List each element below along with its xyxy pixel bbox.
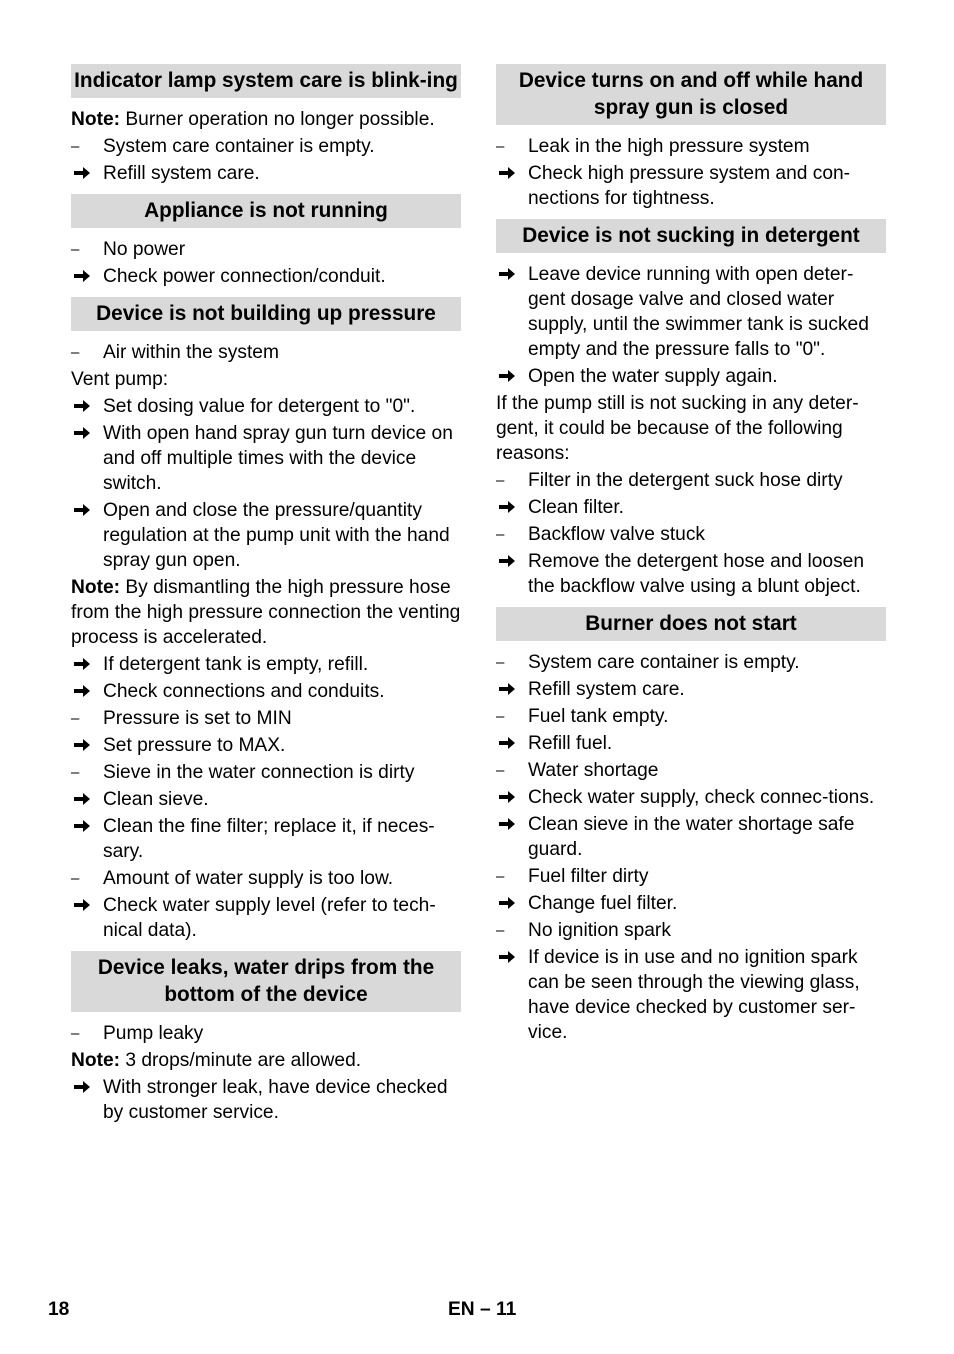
cause-item xyxy=(496,650,886,675)
remedy-item xyxy=(71,394,461,419)
remedy-text: Open and close the pressure/quantity regulation at the pump unit with the hand spray gun open. xyxy=(103,500,450,571)
remedy-text: Refill system care. xyxy=(528,679,685,700)
cause-text: No power xyxy=(103,239,186,260)
left-column xyxy=(71,64,461,1127)
note xyxy=(71,575,461,650)
cause-text: Amount of water supply is too low. xyxy=(103,868,394,889)
cause-text: System care container is empty. xyxy=(103,136,375,157)
dash-icon: – xyxy=(496,762,505,779)
cause-text: Backflow valve stuck xyxy=(528,524,706,545)
remedy-item xyxy=(71,1075,461,1125)
note-text: Burner operation no longer possible. xyxy=(120,109,435,130)
cause-text: Pump leaky xyxy=(103,1023,204,1044)
note-label: Note: xyxy=(71,109,121,130)
cause-text: Leak in the high pressure system xyxy=(528,136,810,157)
remedy-item xyxy=(496,785,886,810)
cause-text: Filter in the detergent suck hose dirty xyxy=(528,470,843,491)
remedy-text: Set pressure to MAX. xyxy=(103,735,286,756)
remedy-item xyxy=(71,733,461,758)
dash-icon: – xyxy=(496,472,505,489)
remedy-item xyxy=(496,161,886,211)
note-text: 3 drops/minute are allowed. xyxy=(120,1050,362,1071)
remedy-item xyxy=(496,891,886,916)
section-heading: Device is not building up pressure xyxy=(71,297,461,331)
remedy-item xyxy=(71,652,461,677)
remedy-text: Clean filter. xyxy=(528,497,624,518)
dash-icon: – xyxy=(71,710,80,727)
remedy-text: Check water supply, check connec-tions. xyxy=(528,787,875,808)
cause-item xyxy=(71,760,461,785)
remedy-item xyxy=(71,814,461,864)
remedy-item xyxy=(496,677,886,702)
remedy-item xyxy=(496,945,886,1045)
remedy-text: Set dosing value for detergent to "0". xyxy=(103,396,416,417)
section-appliance-not-running xyxy=(71,194,461,289)
note-label: Note: xyxy=(71,577,121,598)
remedy-item xyxy=(71,787,461,812)
remedy-text: If device is in use and no ignition spark can be seen through the viewing glass, have device checked by customer ser-vice. xyxy=(528,947,860,1043)
remedy-item xyxy=(71,679,461,704)
remedy-item xyxy=(71,161,461,186)
cause-text: Water shortage xyxy=(528,760,659,781)
cause-item xyxy=(71,237,461,262)
section-heading: Burner does not start xyxy=(496,607,886,641)
remedy-item xyxy=(71,421,461,496)
remedy-text: Refill fuel. xyxy=(528,733,613,754)
note xyxy=(71,107,461,132)
dash-icon: – xyxy=(71,241,80,258)
cause-text: Fuel tank empty. xyxy=(528,706,669,727)
cause-text: System care container is empty. xyxy=(528,652,800,673)
dash-icon: – xyxy=(71,138,80,155)
remedy-text: Check water supply level (refer to tech-nical data). xyxy=(103,895,436,941)
cause-item xyxy=(496,134,886,159)
section-burner-not-start xyxy=(496,607,886,1045)
remedy-text: Check high pressure system and con-nections for tightness. xyxy=(528,163,851,209)
cause-item xyxy=(71,340,461,365)
cause-item xyxy=(496,468,886,493)
cause-text: No ignition spark xyxy=(528,920,671,941)
remedy-item xyxy=(496,812,886,862)
dash-icon: – xyxy=(496,526,505,543)
paragraph: Vent pump: xyxy=(71,369,169,390)
cause-item xyxy=(71,1021,461,1046)
remedy-text: Change fuel filter. xyxy=(528,893,678,914)
remedy-text: With stronger leak, have device checked by customer service. xyxy=(103,1077,448,1123)
section-heading: Device leaks, water drips from the bottom of the device xyxy=(71,951,461,1012)
remedy-text: Open the water supply again. xyxy=(528,366,778,387)
language-page-label: EN – 11 xyxy=(448,1299,517,1320)
remedy-item xyxy=(71,264,461,289)
cause-text: Air within the system xyxy=(103,342,279,363)
remedy-text: With open hand spray gun turn device on and off multiple times with the device switch. xyxy=(103,423,453,494)
remedy-text: Check connections and conduits. xyxy=(103,681,385,702)
note-label: Note: xyxy=(71,1050,121,1071)
section-heading: Appliance is not running xyxy=(71,194,461,228)
remedy-item xyxy=(496,495,886,520)
cause-item xyxy=(71,866,461,891)
remedy-text: If detergent tank is empty, refill. xyxy=(103,654,369,675)
paragraph: If the pump still is not sucking in any deter-gent, it could be because of the following reasons: xyxy=(496,393,859,464)
cause-item xyxy=(71,134,461,159)
dash-icon: – xyxy=(496,654,505,671)
dash-icon: – xyxy=(71,764,80,781)
section-no-pressure xyxy=(71,297,461,943)
remedy-text: Remove the detergent hose and loosen the backflow valve using a blunt object. xyxy=(528,551,865,597)
dash-icon: – xyxy=(71,870,80,887)
note-text: By dismantling the high pressure hose from the high pressure connection the venting process is accelerated. xyxy=(71,577,461,648)
remedy-item xyxy=(496,549,886,599)
remedy-text: Refill system care. xyxy=(103,163,260,184)
cause-text: Fuel filter dirty xyxy=(528,866,649,887)
remedy-text: Clean the fine filter; replace it, if neces-sary. xyxy=(103,816,435,862)
remedy-item xyxy=(496,262,886,362)
section-not-sucking-detergent xyxy=(496,219,886,599)
section-heading: Indicator lamp system care is blink-ing xyxy=(71,64,461,98)
page-number: 18 xyxy=(48,1299,70,1320)
section-device-leaks xyxy=(71,951,461,1125)
cause-item xyxy=(71,706,461,731)
dash-icon: – xyxy=(496,868,505,885)
cause-item xyxy=(496,704,886,729)
remedy-text: Leave device running with open deter-gent dosage valve and closed water supply, until the swimmer tank is sucked empty and the pressure falls to "0". xyxy=(528,264,869,360)
remedy-item xyxy=(71,893,461,943)
cause-item xyxy=(496,758,886,783)
dash-icon: – xyxy=(496,708,505,725)
section-heading: Device is not sucking in detergent xyxy=(496,219,886,253)
remedy-item xyxy=(71,498,461,573)
remedy-item xyxy=(496,731,886,756)
dash-icon: – xyxy=(496,922,505,939)
section-heading: Device turns on and off while hand spray gun is closed xyxy=(496,64,886,125)
section-indicator-lamp xyxy=(71,64,461,186)
remedy-text: Check power connection/conduit. xyxy=(103,266,386,287)
section-device-cycles xyxy=(496,64,886,211)
right-column xyxy=(496,64,886,1047)
cause-item xyxy=(496,522,886,547)
cause-text: Pressure is set to MIN xyxy=(103,708,292,729)
dash-icon: – xyxy=(71,1025,80,1042)
note xyxy=(71,1048,461,1073)
remedy-item xyxy=(496,364,886,389)
dash-icon: – xyxy=(496,138,505,155)
dash-icon: – xyxy=(71,344,80,361)
cause-text: Sieve in the water connection is dirty xyxy=(103,762,415,783)
cause-item xyxy=(496,918,886,943)
cause-item xyxy=(496,864,886,889)
remedy-text: Clean sieve in the water shortage safe guard. xyxy=(528,814,855,860)
remedy-text: Clean sieve. xyxy=(103,789,209,810)
